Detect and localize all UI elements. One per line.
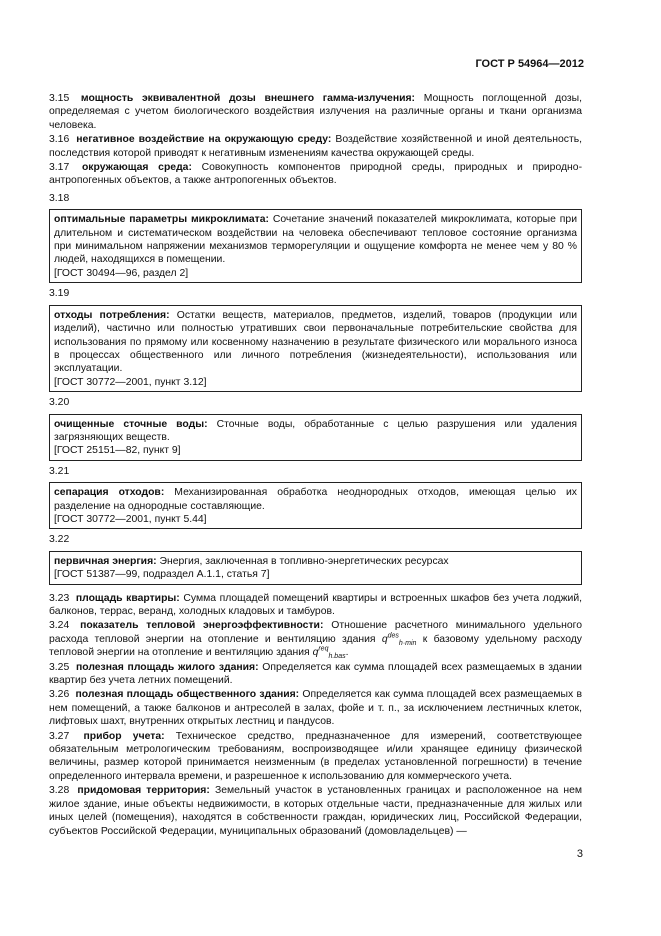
entry-number: 3.23: [49, 592, 70, 604]
boxed-term-entry: [49, 305, 582, 392]
formula-q-req: [312, 645, 346, 661]
entry-definition-end: .: [345, 647, 349, 659]
entry-term: негативное воздействие на окружающую среду:: [76, 134, 332, 146]
entry-definition: Техническое средство, предназначенное для измерений, соответствующее обязательным метрологическим требованиям, воспроизводящее и/или хранящее единицу физической величины, размер которой принимается неизменным (в пределах установленной погрешности) в течение определенного интервала времени, и разрешенное к использованию для коммерческого учета.: [49, 730, 582, 782]
entry-number: 3.24: [49, 620, 70, 632]
term-entry: [49, 133, 582, 160]
entry-number: 3.28: [49, 785, 70, 797]
formula-symbol: q: [312, 647, 319, 659]
formula-subscript: h.bas: [328, 653, 346, 661]
formula-subscript: h·min: [398, 639, 417, 647]
entry-number: 3.15: [49, 93, 70, 104]
entry-number: 3.18: [49, 192, 70, 204]
entry-reference: [ГОСТ 25151—82, пункт 9]: [54, 445, 181, 457]
formula-superscript: req: [318, 645, 329, 653]
entry-definition-cont: к базовому удельному расходу тепловой энергии на отопление и вентиляцию здания: [49, 633, 583, 659]
boxed-term-entry: [49, 551, 582, 585]
entry-definition: Энергия, заключенная в топливно-энергетических ресурсах: [159, 555, 449, 567]
entry-number: 3.27: [49, 730, 70, 742]
term-entry: [49, 661, 582, 688]
entry-term: площадь квартиры:: [75, 592, 180, 604]
entry-reference: [ГОСТ 30494—96, раздел 2]: [54, 267, 189, 279]
term-entry: [49, 161, 582, 188]
entry-number: 3.17: [49, 162, 70, 174]
entry-term: окружающая среда:: [81, 162, 192, 174]
entry-term: очищенные сточные воды:: [54, 418, 208, 430]
boxed-term-entry: [49, 414, 582, 461]
term-entry: [49, 92, 582, 132]
entry-definition: Земельный участок в установленных границах и расположенное на нем жилое здание, иные объекты недвижимости, в которых отдельные части, предназначенные для жилых или иных целей (помещения), находятся в собственности граждан, юридических лиц, Российской Федерации, субъектов Российской Федерации, муниципальных образований (домовладельцев) —: [49, 785, 583, 837]
formula-q-des: [382, 634, 417, 645]
entry-definition: Определяется как сумма площадей всех размещаемых в здании квартир без учета летних помещений.: [49, 661, 582, 687]
term-entry: [49, 592, 582, 619]
entry-number: 3.16: [49, 134, 70, 146]
entry-term: полезная площадь жилого здания:: [75, 661, 259, 673]
doc-header-code: ГОСТ Р 54964—2012: [475, 58, 584, 70]
entry-term: мощность эквивалентной дозы внешнего гамма-излучения:: [80, 93, 416, 104]
page-number: 3: [576, 848, 583, 860]
entry-number: 3.22: [49, 534, 70, 546]
entry-term: придомовая территория:: [77, 785, 210, 797]
entry-definition: Сумма площадей помещений квартиры и встроенных шкафов без учета лоджий, балконов, террас, веранд, холодных кладовых и тамбуров.: [49, 592, 583, 617]
entry-term: полезная площадь общественного здания:: [75, 689, 300, 701]
entry-term: сепарация отходов:: [54, 487, 165, 499]
entry-definition: Мощность поглощенной дозы, определяемая с учетом биологического воздействия излучения на различные органы и ткани организма человека.: [49, 93, 583, 131]
term-entry: [49, 784, 582, 838]
formula-symbol: q: [381, 633, 388, 645]
entry-term: показатель тепловой энергоэффективности:: [80, 620, 324, 632]
entry-definition: Определяется как сумма площадей всех размещаемых в нем помещений, а также балконов и антресолей в залах, фойе и т. п., за исключением лестничных клеток, лифтовых шахт, внутренних открытых лестниц и пандусов.: [49, 689, 582, 728]
entry-term: отходы потребления:: [54, 309, 170, 321]
entry-definition: Сточные воды, обработанные с целью разрушения или удаления загрязняющих веществ.: [54, 418, 578, 443]
term-entry: [49, 619, 582, 659]
term-entry: [49, 688, 582, 728]
entry-definition: Совокупность компонентов природной среды, природных и природно-антропогенных объектов, а также антропогенных объектов.: [49, 162, 583, 187]
entry-definition: Механизированная обработка неоднородных отходов, имеющая целью их разделение на однородные составляющие.: [54, 487, 577, 512]
entry-definition: Воздействие хозяйственной и иной деятельность, последствия которой приводят к негативным изменениям качества окружающей среды.: [49, 134, 583, 159]
entry-term: оптимальные параметры микроклимата:: [54, 214, 269, 226]
entry-definition: Отношение расчетного минимального удельного расхода тепловой энергии на отопление и вентиляцию здания: [49, 620, 583, 645]
boxed-term-entry: [49, 209, 582, 283]
term-entry: [49, 730, 582, 784]
entry-term: прибор учета:: [83, 730, 165, 742]
entry-number: 3.26: [49, 689, 70, 701]
formula-superscript: des: [387, 632, 399, 640]
entry-number: 3.20: [49, 397, 70, 409]
entry-number: 3.25: [49, 661, 70, 673]
entry-reference: [ГОСТ 30772—2001, пункт 5.44]: [54, 513, 207, 525]
entry-reference: [ГОСТ 30772—2001, пункт 3.12]: [54, 376, 207, 388]
entry-definition: Сочетание значений показателей микроклимата, которые при длительном и систематическом воздействии на человека обеспечивают тепловое состояние организма при минимальном напряжении механизмов терморегуляции и ощущение комфорта не менее чем у 80 % людей, находящихся в помещении.: [54, 214, 577, 266]
entry-definition: Остатки веществ, материалов, предметов, изделий, товаров (продукции или изделий), частично или полностью утративших свои первоначальные потребительские свойства для использования по прямому или косвенному назначению в результате физического или морального износа в процессах общественного или личного потребления (жизнедеятельности), использования или эксплуатации.: [54, 309, 578, 375]
entry-reference: [ГОСТ 51387—99, подраздел А.1.1, статья 7]: [54, 569, 270, 581]
boxed-term-entry: [49, 482, 582, 529]
entry-number: 3.21: [49, 465, 70, 477]
entry-term: первичная энергия:: [54, 555, 157, 567]
entry-number: 3.19: [49, 288, 70, 300]
document-body: [49, 92, 582, 839]
